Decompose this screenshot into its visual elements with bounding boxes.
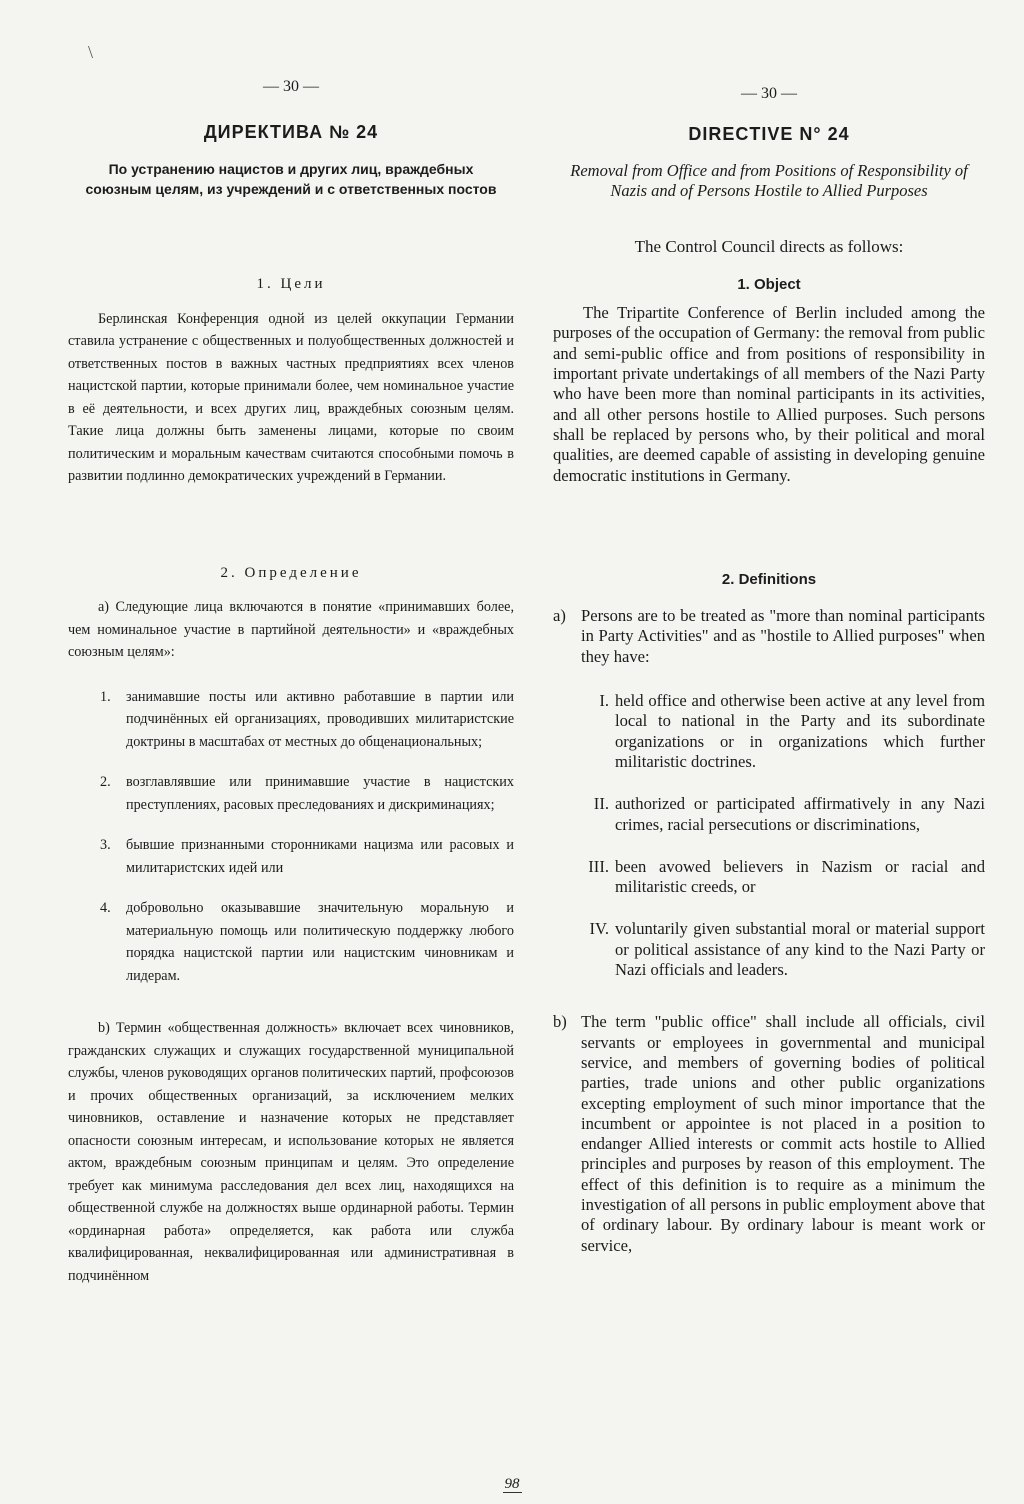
criteria-list-ru bbox=[68, 686, 514, 988]
list-item bbox=[68, 897, 514, 987]
section2-heading-en: 2. Definitions bbox=[721, 570, 817, 588]
criteria-list-en bbox=[553, 691, 985, 980]
stray-mark: \ bbox=[88, 42, 94, 62]
list-item bbox=[68, 686, 514, 754]
definition-a-ru bbox=[68, 596, 514, 664]
section1-heading-en: 1. Object bbox=[737, 275, 801, 293]
list-item-marker: 1. bbox=[100, 688, 111, 705]
list-item bbox=[68, 771, 514, 816]
directive-subtitle-ru: По устранению нацистов и других лиц, враждебных союзным целям, из учреждений и с ответственных постов bbox=[85, 161, 497, 197]
english-column bbox=[553, 70, 985, 1256]
definition-b-label-ru: b) bbox=[98, 1020, 110, 1036]
list-item bbox=[553, 691, 985, 772]
section1-heading-ru: 1. Цели bbox=[256, 276, 326, 292]
list-item bbox=[68, 834, 514, 879]
definition-b-text-ru: Термин «общественная должность» включает всех чиновников, гражданских служащих и служащих государственной муниципальной службы, членов руководящих органов политических партий, профсоюзов и прочих общественных организаций, за исключением мелких чиновников, оставление и назначение которых не представляет опасности союзным интересам, и использование которых не является актом, враждебным союзным принципам и целям. Это определение требует как минимума расследования дел всех лиц, находящихся на общественной службе на должностях выше ординарной работы. Термин «ординарная работа» определяется, как работа или служба квалифицированная, неквалифицированная или административная в подчинённом bbox=[68, 1020, 515, 1284]
directive-subtitle-en: Removal from Office and from Positions of Responsibility of Nazis and of Persons Hostile to Allied Purposes bbox=[570, 160, 968, 200]
directive-title-ru: ДИРЕКТИВА № 24 bbox=[203, 121, 379, 142]
directive-title-en: DIRECTIVE N° 24 bbox=[688, 124, 850, 145]
folio-number-text: 98 bbox=[504, 1476, 520, 1492]
list-item-text: добровольно оказывавшие значительную моральную и материальную помощь или политическую поддержку любого порядка нацистской партии или нацистским чиновникам и лидерам. bbox=[126, 900, 514, 984]
list-item-marker: III. bbox=[588, 856, 609, 876]
section1-text-ru: Берлинская Конференция одной из целей оккупации Германии ставила устранение с общественных и полуобщественных должностей и ответственных постов в важных частных предприятиях всех членов нацистской партии, которые принимали более, чем номинальное участие в её деятельности, и всех других лиц, враждебных союзным целям. Такие лица должны быть заменены лицами, которые по своим политическим и моральным качествам считаются способными помочь в развитии подлинно демократических учреждений в Германии. bbox=[68, 310, 514, 484]
list-item-text: held office and otherwise been active at any level from local to national in the Party and its subordinate organizations or in organizations which further militaristic doctrines. bbox=[615, 691, 985, 771]
definition-b-ru bbox=[68, 1017, 514, 1287]
page-number-ru: — 30 — bbox=[263, 78, 319, 95]
list-item bbox=[553, 794, 985, 835]
definition-a-text-en: Persons are to be treated as "more than nominal participants in Party Activities" and as "hostile to Allied purposes" when they have: bbox=[581, 606, 985, 666]
definition-a-label-en: a) bbox=[553, 606, 566, 626]
directive-lead-en: The Control Council directs as follows: bbox=[634, 236, 904, 256]
list-item-marker: 2. bbox=[100, 774, 111, 790]
list-item-text: been avowed believers in Nazism or racial and militaristic creeds, or bbox=[615, 856, 985, 897]
list-item-text: занимавшие посты или активно работавшие в партии или подчинённых ей организациях, проводивших милитаристские доктрины в масштабах от местных до общенациональных; bbox=[126, 688, 514, 750]
list-item-text: voluntarily given substantial moral or material support or political assistance of any kind to the Nazi Party or Nazi officials and leaders. bbox=[615, 919, 985, 980]
definition-b-en bbox=[553, 1012, 985, 1256]
list-item bbox=[553, 857, 985, 898]
list-item-marker: 4. bbox=[100, 900, 111, 916]
section1-text-en: The Tripartite Conference of Berlin included among the purposes of the occupation of Germany: the removal from public and semi-public office and from positions of responsibility in important private undertakings of all members of the Nazi Party who have been more than nominal participants in its activities, and all other persons hostile to Allied purposes. Such persons shall be replaced by persons who, by their political and moral qualities, are deemed capable of assisting in developing genuine democratic institutions in Germany. bbox=[553, 303, 985, 485]
definition-b-label-en: b) bbox=[553, 1012, 567, 1032]
folio-number bbox=[0, 1476, 1024, 1493]
list-item-text: бывшие признанными сторонниками нацизма или расовых и милитаристских идей или bbox=[126, 837, 514, 876]
section2-heading-ru: 2. Определение bbox=[220, 564, 362, 581]
definition-a-text-ru: Следующие лица включаются в понятие «принимавших более, чем номинальное участие в партийной деятельности» и «враждебных союзным целям»: bbox=[68, 599, 514, 660]
list-item-text: authorized or participated affirmatively in any Nazi crimes, racial persecutions or discriminations, bbox=[615, 794, 985, 834]
list-item-text: возглавлявшие или принимавшие участие в нацистских преступлениях, расовых преследованиях и дискриминациях; bbox=[126, 774, 514, 813]
list-item-marker: 3. bbox=[100, 837, 111, 853]
definition-a-en bbox=[553, 606, 985, 667]
definition-b-text-en: The term "public office" shall include all officials, civil servants or employees in governmental and municipal service, and members of governing bodies of political parties, trade unions and other public organizations excepting employment of such minor importance that the incumbent or appointee is not placed in a position to endanger Allied interests or commit acts hostile to Allied principles and purposes by reason of this employment. The effect of this definition is to require as a minimum the investigation of all persons in public employment above that of ordinary labour. By ordinary labour is meant work or service, bbox=[581, 1012, 985, 1255]
list-item-marker: IV. bbox=[589, 919, 609, 939]
list-item-marker: I. bbox=[599, 691, 609, 711]
list-item bbox=[553, 919, 985, 980]
definition-a-label-ru: а) bbox=[98, 599, 110, 615]
russian-column bbox=[68, 70, 514, 1287]
page-number-en: — 30 — bbox=[741, 85, 797, 102]
list-item-marker: II. bbox=[593, 794, 609, 814]
